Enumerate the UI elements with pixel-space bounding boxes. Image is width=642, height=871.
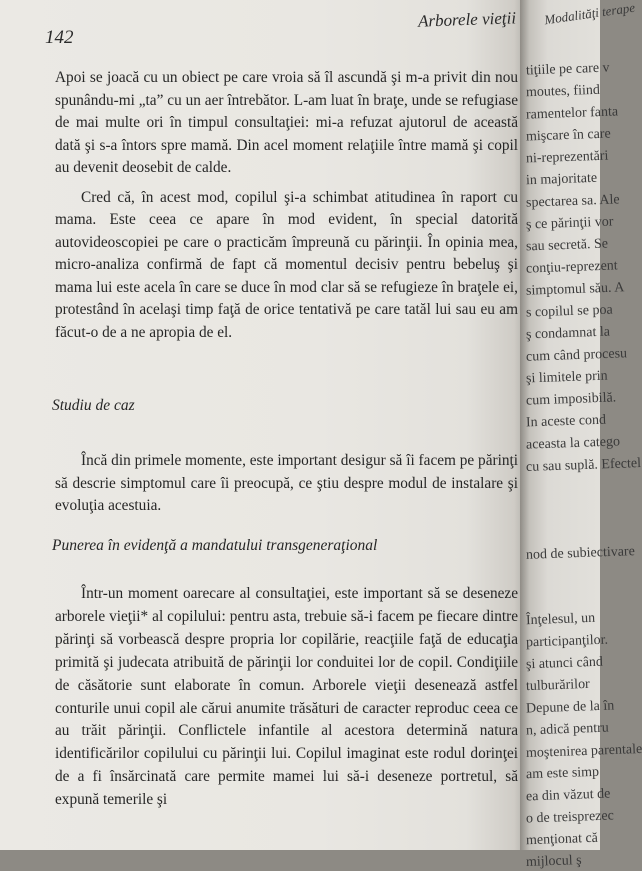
facing-page-line: ş ce părinţii vor <box>525 214 614 233</box>
section-heading-mandate: Punerea în evidenţă a mandatului transgeneraţional <box>52 537 378 554</box>
paragraph: Cred că, în acest mod, copilul şi-a schimbat atitudinea în raport cu mama. Este ceea ce apare în mod evident, în special datorită autovideoscopiei pe care o practicăm împreună cu părinţii. În opinia mea, micro-analiza confirmă de fapt că momentul decisiv pentru bebeluş şi mama lui este acela în care se duce în mod clar să se refugieze în braţele ei, protestând în acelaşi timp faţă de orice tentativă pe care tatăl lui sau eu am făcut-o de a ne apropia de el. <box>55 188 518 341</box>
paragraph: Apoi se joacă cu un obiect pe care vroia să îl ascundă şi m-a privit din nou spunându-mi „ta” cu un aer întrebător. L-am luat în braţe, unde se refugiase de mai multe ori în timpul consultaţiei: mi-a refuzat ajutorul de această dată şi s-a întors spre mamă. Din acel moment relaţiile între mamă şi copil au devenit deosebit de calde. <box>55 69 518 176</box>
facing-page-line: cum imposibilă. <box>525 390 617 409</box>
facing-page-line: o de treisprezec <box>525 808 615 827</box>
section-heading-case-study: Studiu de caz <box>52 397 135 414</box>
facing-page-line: simptomul său. A <box>525 280 625 299</box>
facing-page-line: aceasta la catego <box>525 434 621 453</box>
paragraph: Încă din primele momente, este important desigur să îi facem pe părinţi să descrie simptomul care îi preocupă, ce ştiu despre modul de instalare şi evoluţia acestuia. <box>55 452 518 514</box>
facing-page-line: Înţelesul, un <box>525 610 596 629</box>
facing-page-line: şi limitele prin <box>525 368 608 387</box>
facing-page-line: menţionat că <box>525 830 599 849</box>
facing-page-line: n, adică pentru <box>525 720 610 739</box>
facing-page-line: ramentelor fanta <box>525 104 619 123</box>
facing-page-header: Modalităţi terape <box>543 0 636 28</box>
text-block-3 <box>55 583 518 812</box>
facing-page-line: cum când procesu <box>525 346 628 365</box>
facing-page-line: mişcare în care <box>525 126 611 145</box>
facing-page-line: conţiu-reprezent <box>525 258 618 277</box>
facing-page-line: cu sau suplă. Efectel <box>525 455 642 476</box>
text-block-2 <box>55 450 518 518</box>
facing-page-line: şi atunci când <box>525 654 604 673</box>
facing-page-line: in majoritate <box>525 170 598 189</box>
facing-page-line: nod de subiectivare <box>525 544 636 563</box>
facing-page-line: tiţiile pe care v <box>525 60 610 79</box>
facing-page-line: moştenirea parentale <box>525 741 642 762</box>
text-block-1 <box>55 67 518 344</box>
facing-page-line: Depune de la în <box>525 698 615 717</box>
facing-page-line: spectarea sa. Ale <box>525 192 620 211</box>
facing-page-line: tulburărilor <box>525 676 590 695</box>
facing-page-line: moutes, fiind <box>525 82 601 101</box>
facing-page-line: ea din văzut de <box>525 786 611 805</box>
running-title: Arborele vieţii <box>417 8 517 31</box>
paragraph: Într-un moment oarecare al consultaţiei, este important să se deseneze arborele vieţii* al copilului: pentru asta, trebuie să-i facem pe fiecare dintre părinţi să vorbească despre propria lor copilărie, reacţiile faţă de educaţia primită şi judecata atribuită de părinţii lor conduitei lor de copil. Condiţiile de căsătorie sunt elaborate în comun. Arborele vieţii desenează astfel conturile unui copil ale cărui anumite trăsături de caracter reproduc ceea ce au trăit părinţii. Conflictele infantile al acestora determină natura identificărilor copilului cu părinţii lui. Copilul imaginat este rodul dorinţei de a fi însărcinată care permite mamei lui să-i deseneze portretul, să expună temerile şi <box>55 585 518 809</box>
facing-page-edge <box>520 0 642 870</box>
facing-page-line: ş condamnat la <box>525 324 611 343</box>
facing-page-line: am este simp <box>525 764 600 783</box>
facing-page-line: ni-reprezentări <box>525 148 609 167</box>
facing-page-line: sau secretă. Se <box>525 236 609 255</box>
facing-page-line: mijlocul ş <box>525 853 582 870</box>
facing-page-line: participanţilor. <box>525 632 609 651</box>
facing-page-line: In aceste cond <box>525 412 607 431</box>
facing-page-line: s copilul se poa <box>525 302 613 321</box>
page-number: 142 <box>45 27 74 48</box>
